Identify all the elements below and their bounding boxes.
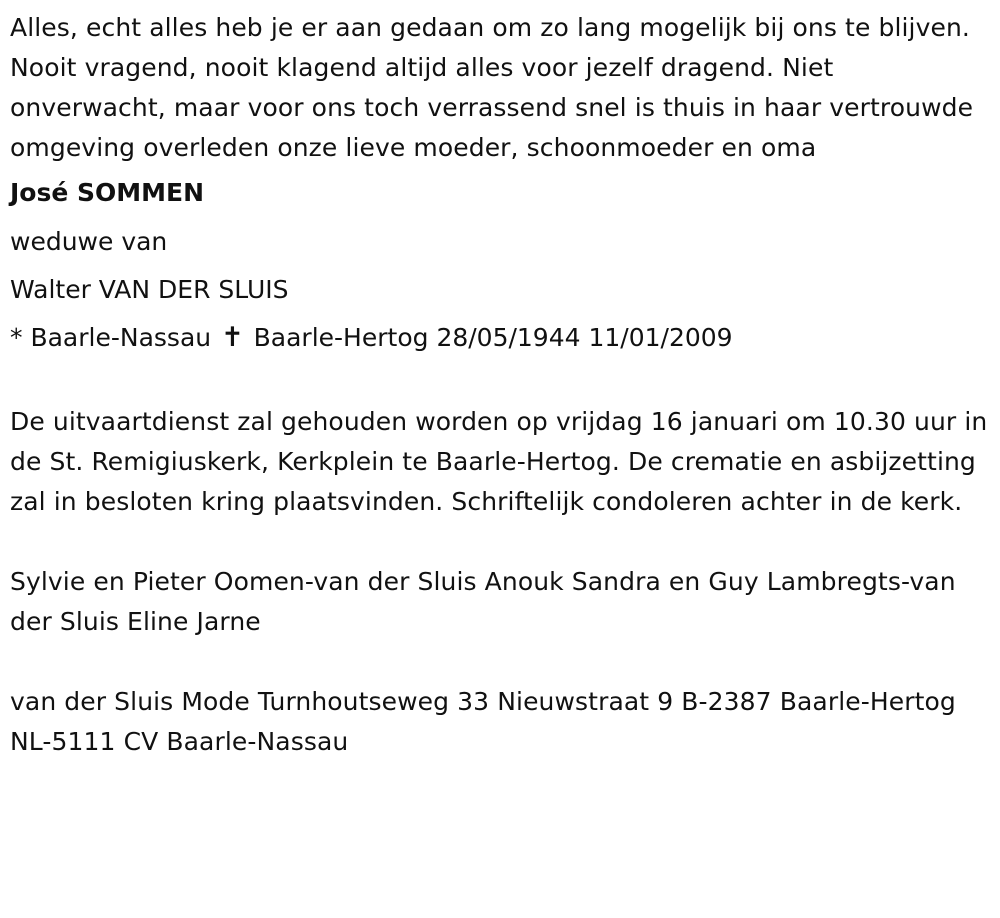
family-text: Sylvie en Pieter Oomen-van der Sluis Anouk Sandra en Guy Lambregts-van der Sluis Eline Jarne: [10, 567, 956, 636]
birth-date: 28/05/1944: [436, 323, 581, 352]
cross-icon: ✝: [221, 322, 244, 353]
service-text: De uitvaartdienst zal gehouden worden op vrijdag 16 januari om 10.30 uur in de St. Remigiuskerk, Kerkplein te Baarle-Hertog. De crematie en asbijzetting zal in besloten kring plaatsvinden. Schriftelijk condoleren achter in de kerk.: [10, 407, 988, 516]
spouse-name: Walter VAN DER SLUIS: [10, 275, 289, 304]
death-date: 11/01/2009: [588, 323, 733, 352]
birth-place: Baarle-Nassau: [30, 323, 212, 352]
birth-death-line: [10, 314, 990, 362]
birth-marker: *: [10, 323, 23, 352]
intro-text: Alles, echt alles heb je er aan gedaan om zo lang mogelijk bij ons te blijven. Nooit vragend, nooit klagend altijd alles voor jezelf dragend. Niet onverwacht, maar voor ons toch verrassend snel is thuis in haar vertrouwde omgeving overleden onze lieve moeder, schoonmoeder en oma: [10, 13, 974, 162]
deceased-name: José SOMMEN: [10, 178, 205, 207]
death-place: Baarle-Hertog: [253, 323, 429, 352]
relation-text: weduwe van: [10, 227, 168, 256]
address-text: van der Sluis Mode Turnhoutseweg 33 Nieuwstraat 9 B-2387 Baarle-Hertog NL-5111 CV Baarle-Nassau: [10, 687, 956, 756]
